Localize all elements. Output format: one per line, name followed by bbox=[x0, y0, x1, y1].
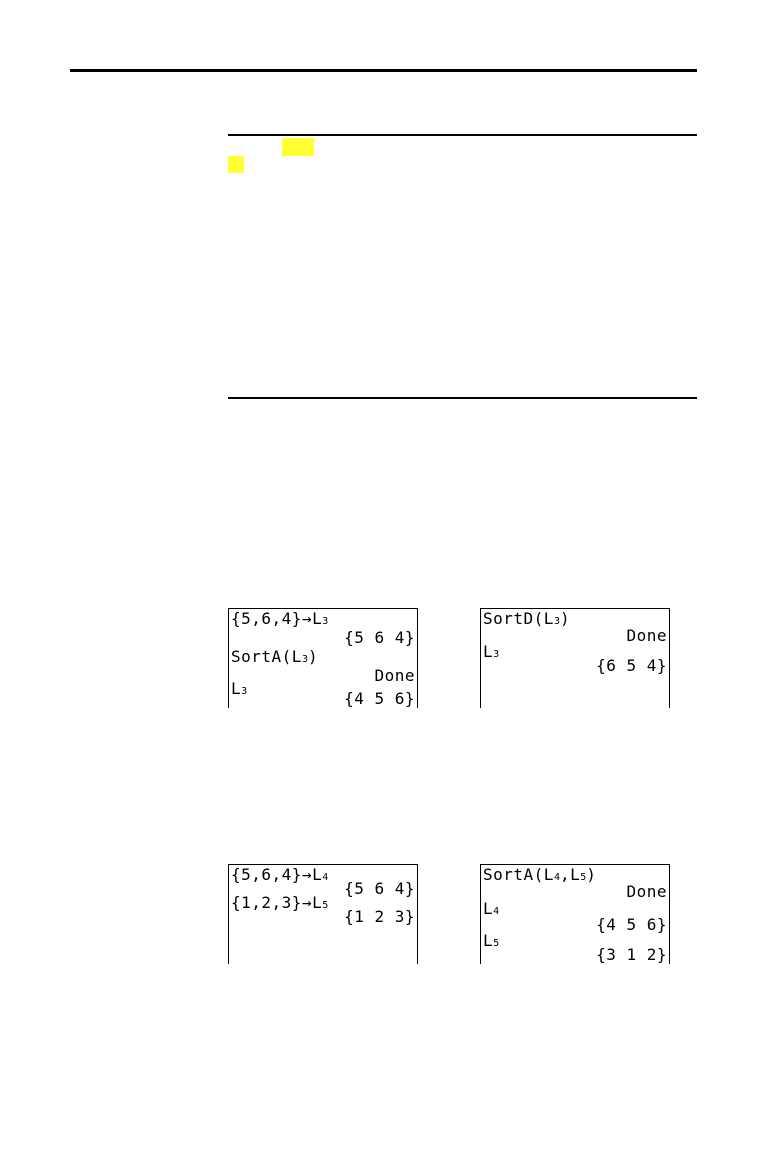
screen-line: {6 5 4} bbox=[596, 656, 667, 675]
screen-line: Done bbox=[374, 666, 415, 685]
highlight-mark bbox=[228, 156, 244, 173]
screen-line: SortD(L3) bbox=[483, 609, 571, 628]
page-top-rule bbox=[70, 69, 697, 72]
calculator-screen-store-l4-l5 bbox=[228, 864, 418, 964]
screen-line: {4 5 6} bbox=[344, 689, 415, 708]
calculator-screen-sorta-l4-l5 bbox=[480, 864, 670, 964]
screen-line: {5,6,4}→L4 bbox=[231, 865, 329, 884]
screen-line: L4 bbox=[483, 899, 500, 918]
screen-line: {4 5 6} bbox=[596, 915, 667, 934]
screen-line: {1 2 3} bbox=[344, 907, 415, 926]
screen-line: Done bbox=[626, 626, 667, 645]
calculator-screen-sorta-l3 bbox=[228, 608, 418, 708]
screen-line: SortA(L3) bbox=[231, 647, 319, 666]
screen-line: SortA(L4,L5) bbox=[483, 865, 597, 884]
screen-line: L3 bbox=[231, 679, 248, 698]
highlight-mark bbox=[282, 138, 314, 156]
screen-line: {5,6,4}→L3 bbox=[231, 609, 329, 628]
screen-line: L3 bbox=[483, 642, 500, 661]
section-bottom-rule bbox=[228, 397, 697, 399]
screen-line: L5 bbox=[483, 931, 500, 950]
screen-line: {5 6 4} bbox=[344, 879, 415, 898]
section-top-rule bbox=[228, 134, 697, 136]
calculator-screen-sortd-l3 bbox=[480, 608, 670, 708]
screen-line: {3 1 2} bbox=[596, 945, 667, 964]
screen-line: {5 6 4} bbox=[344, 628, 415, 647]
screen-line: {1,2,3}→L5 bbox=[231, 893, 329, 912]
screen-line: Done bbox=[626, 882, 667, 901]
